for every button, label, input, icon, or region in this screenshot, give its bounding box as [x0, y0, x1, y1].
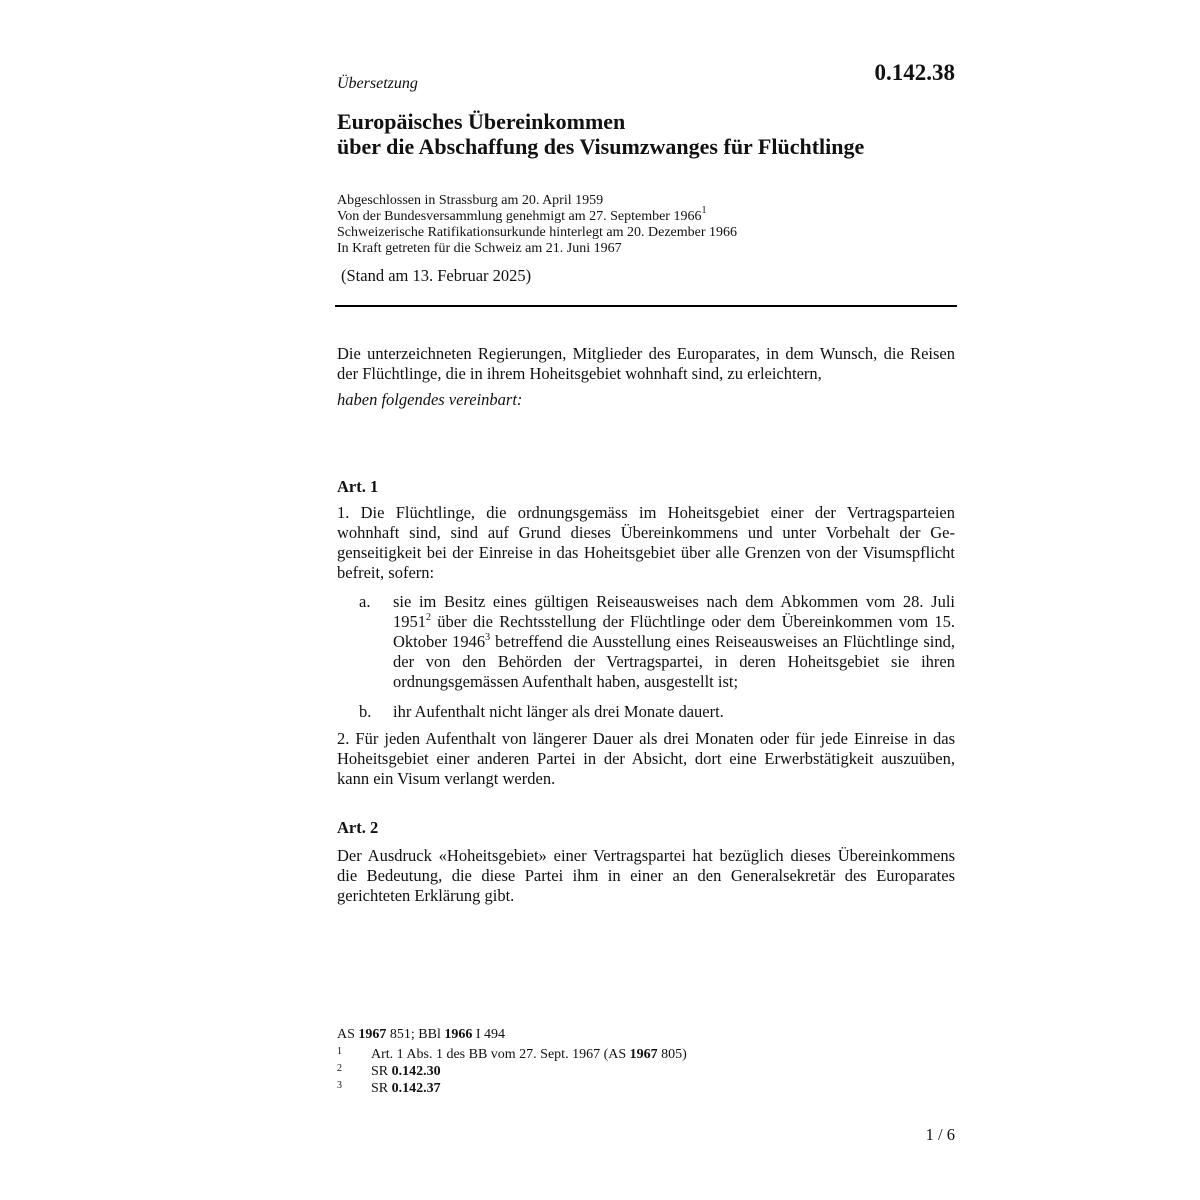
translation-note: Übersetzung: [337, 75, 418, 92]
footnote-text: [371, 1048, 687, 1062]
meta-ratified: Schweizerische Ratifikationsurkunde hinterlegt am 20. Dezember 1966: [337, 225, 738, 240]
article-2-heading: Art. 2: [337, 818, 379, 837]
fn1-pre: Art. 1 Abs. 1 des BB vom 27. Sept. 1967 (AS: [371, 1047, 630, 1062]
footnote-number: 1: [337, 1046, 342, 1057]
fn3-pre: SR: [371, 1081, 392, 1096]
list-item-b: [337, 702, 955, 722]
footnote-ref-2[interactable]: 2: [426, 611, 431, 623]
meta-concluded: Abgeschlossen in Strassburg am 20. April 1959: [337, 193, 604, 208]
fn2-pre: SR: [371, 1064, 392, 1079]
bbl-year: 1966: [444, 1027, 473, 1042]
footnote-text: [371, 1082, 441, 1096]
footnote-number: 3: [337, 1080, 342, 1091]
meta-approved-text: Von der Bundesversammlung genehmigt am 27. September 1966: [337, 209, 702, 224]
meta-approved: [337, 205, 737, 225]
article-1-list: [337, 592, 955, 732]
document-metadata: [337, 193, 737, 257]
list-item-text: [393, 592, 955, 692]
footnote-ref-1[interactable]: 1: [701, 205, 707, 217]
meta-in-force: In Kraft getreten für die Schweiz am 21. Juni 1967: [337, 241, 622, 256]
title-line-1: Europäisches Übereinkommen: [337, 109, 626, 134]
article-1-paragraph-2: 2. Für jeden Aufenthalt von längerer Dauer als drei Monaten oder für jede Einreise in das Hoheitsgebiet einer anderen Partei in der Absicht, dort eine Erwerbstätigkeit auszuüben, kann ein Visum verlangt werden.: [337, 729, 955, 788]
document-title: [337, 109, 864, 159]
list-item-a: [337, 592, 955, 692]
list-item-letter: a.: [359, 592, 371, 611]
as-page: 851; BBl: [386, 1027, 445, 1042]
list-item-letter: b.: [359, 702, 372, 721]
as-year: 1967: [358, 1027, 387, 1042]
preamble-agreed: haben folgendes vereinbart:: [337, 390, 523, 409]
sr-number: 0.142.38: [874, 60, 955, 85]
title-line-2: über die Abschaffung des Visumzwanges für Flüchtlinge: [337, 134, 865, 159]
preamble-text: Die unterzeichneten Regierungen, Mitglieder des Europarates, in dem Wunsch, die Reisen der Flüchtlinge, die in ihrem Hoheitsgebiet wohnhaft sind, zu erleichtern,: [337, 344, 955, 383]
fn1-post: 805): [657, 1047, 687, 1062]
footnote-text: [371, 1065, 441, 1079]
footnote-ref-3[interactable]: 3: [485, 631, 491, 643]
fn3-ref-link[interactable]: 0.142.37: [391, 1081, 441, 1096]
article-2-text: Der Ausdruck «Hoheitsgebiet» einer Vertragspartei hat bezüglich dieses Übereinkommens die Bedeutung, die diese Partei ihm in einer an den Generalsekretär des Europarates gerichteten Erklärung gibt.: [337, 846, 955, 905]
page-number: 1 / 6: [925, 1125, 955, 1144]
fn1-year: 1967: [629, 1047, 658, 1062]
as-prefix: AS: [337, 1027, 359, 1042]
bbl-rest: I 494: [472, 1027, 506, 1042]
item-a-part-3: betreffend die Ausstellung eines Reiseausweises an Flüchtlinge sind, der von den Behörden der Vertragspartei, in deren Hoheitsgebiet sie ihren ordnungsgemässen Aufenthalt haben, ausgestellt ist;: [393, 632, 955, 691]
item-a-part-2: über die Rechtsstellung der Flüchtlinge oder dem Übereinkommen vom 15. Oktober 1946: [393, 612, 955, 651]
status-date: (Stand am 13. Februar 2025): [341, 266, 532, 285]
article-1-paragraph-1: 1. Die Flüchtlinge, die ordnungsgemäss im Hoheitsgebiet einer der Vertragsparteien wohnhaft sind, sind auf Grund dieses Übereinkommens und unter Vorbehalt der Gegenseitigkeit bei der Einreise in das Hoheitsgebiet über alle Grenzen von der Visumspflicht befreit, sofern:: [337, 503, 955, 582]
article-1-heading: Art. 1: [337, 477, 379, 496]
header-divider: [335, 305, 957, 307]
source-reference: [337, 1027, 505, 1043]
list-item-text: ihr Aufenthalt nicht länger als drei Monate dauert.: [393, 702, 724, 721]
fn2-ref-link[interactable]: 0.142.30: [391, 1064, 441, 1079]
footnote-number: 2: [337, 1063, 342, 1074]
item-a-part-1: sie im Besitz eines gültigen Reiseausweises nach dem Abkommen vom 28. Juli 1951: [393, 592, 955, 631]
